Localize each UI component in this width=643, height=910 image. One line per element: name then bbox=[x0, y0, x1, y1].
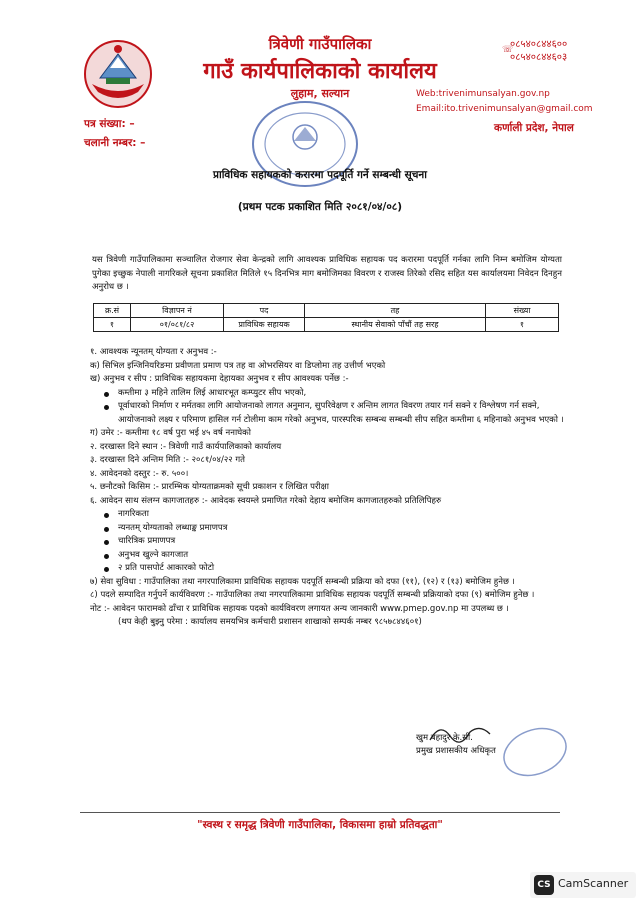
table-row bbox=[94, 318, 559, 332]
phone-number: ०८५४०८४४६०० bbox=[510, 39, 568, 50]
phone-icon: ☏ bbox=[502, 45, 514, 55]
list-item: ७) सेवा सुविधा : गाउँपालिका तथा नगरपालिकामा प्राविधिक सहायक पदपूर्ति सम्बन्धी प्रक्रिया को दफा (११), (१२) र (१३) बमोजिम हुनेछ । bbox=[90, 576, 515, 587]
list-item: क) सिभिल इन्जिनियरिङमा प्रवीणता प्रमाण पत्र तह वा ओभरसियर वा डिप्लोमा तह उत्तीर्ण भएको bbox=[90, 360, 386, 371]
list-item: चारित्रिक प्रमाणपत्र bbox=[90, 535, 566, 549]
list-item: कम्तीमा ३ महिने तालिम लिई आधारभूत कम्प्युटर सीप भएको, bbox=[90, 387, 566, 401]
table-header-row bbox=[94, 304, 559, 318]
list-item: ४. आवेदनको दस्तुर :- रु. ५००। bbox=[90, 468, 189, 479]
table-cell: ०१/०८१/८२ bbox=[131, 318, 224, 332]
contact-web bbox=[416, 87, 593, 117]
signatory bbox=[416, 732, 496, 758]
phone-number: ०८५४०८४४६०३ bbox=[510, 52, 568, 63]
table-cell: १ bbox=[94, 318, 131, 332]
table-cell: १ bbox=[486, 318, 559, 332]
list-item: ख) अनुभव र सीप : प्राविधिक सहायकमा देहायका अनुभव र सीप आवश्यक पर्नेछ :- bbox=[90, 374, 349, 384]
list-item: पूर्वाधारको निर्माण र मर्मतका लागि आयोजनाको लागत अनुमान, सुपरिवेक्षण र अन्तिम लागत विवरण तयार गर्न सक्ने र विश्लेषण गर्न सक्ने, आयोजनाको लक्ष्य र परिमाण हासिल गर्न टोलीमा काम गरेको अनुभव, पारस्परिक सम्बन्ध सम्बन्धी सीप सहित कम्तीमा ६ महिनाको अनुभव भएको । bbox=[90, 400, 566, 427]
table-header: तह bbox=[305, 304, 486, 318]
notice-subtitle: (प्रथम पटक प्रकाशित मिति २०८१/०४/०८) bbox=[237, 201, 403, 213]
list-item: १. आवश्यक न्यूनतम् योग्यता र अनुभव :- bbox=[90, 347, 217, 357]
province-label: कर्णाली प्रदेश, नेपाल bbox=[494, 122, 574, 134]
vacancy-table bbox=[93, 303, 559, 332]
signatory-designation: प्रमुख प्रशासकीय अधिकृत bbox=[416, 746, 496, 756]
footer-slogan: "स्वस्थ र समृद्ध त्रिवेणी गाउँपालिका, विकासमा हाम्रो प्रतिवद्धता" bbox=[197, 819, 443, 831]
list-item: ८) पदले सम्पादित गर्नुपर्ने कार्यविवरण :- गाउँपालिका तथा नगरपालिकामा प्राविधिक सहायक पदपूर्ति सम्बन्धी प्रक्रियाको दफा (९) बमोजिम हुनेछ । bbox=[90, 590, 535, 600]
list-item: २. दरखास्त दिने स्थान :- त्रिवेणी गाउँ कार्यपालिकाको कार्यालय bbox=[90, 441, 282, 452]
list-item: २ प्रति पासपोर्ट आकारको फोटो bbox=[90, 562, 566, 576]
reference-number: पत्र संख्या: – bbox=[84, 118, 135, 130]
phone-numbers bbox=[510, 38, 567, 64]
website: Web:trivenimunsalyan.gov.np bbox=[416, 89, 550, 99]
table-header: संख्या bbox=[486, 304, 559, 318]
camscanner-label: CamScanner bbox=[558, 877, 629, 890]
camscanner-watermark bbox=[530, 872, 636, 898]
list-item: ३. दरखास्त दिने अन्तिम मिति :- २०८१/०४/२२ गते bbox=[90, 455, 245, 465]
table-cell: प्राविधिक सहायक bbox=[224, 318, 305, 332]
table-header: विज्ञापन नं bbox=[131, 304, 224, 318]
footer-divider bbox=[80, 812, 560, 813]
notice-intro: यस त्रिवेणी गाउँपालिकामा सञ्चालित रोजगार सेवा केन्द्रको लागि आवश्यक प्राविधिक सहायक पद करारमा पदपूर्ति गर्नका लागि निम्न बमोजिम योग्यता पुगेका इच्छुक नेपाली नागरिकले सूचना प्रकाशित मितिले १५ दिनभित्र माग बमोजिमका विवरण र राजस्व तिरेको रसिद सहित यस कार्यालयमा निवेदन दिनहुन अनुरोध छ । bbox=[92, 255, 562, 292]
signatory-name: खुम बहादुर के.सी. bbox=[416, 733, 473, 743]
list-item: नोट :- आवेदन फारामको ढाँचा र प्राविधिक सहायक पदको कार्यविवरण लगायत अन्य जानकारी www.pmep.gov.np मा उपलब्ध छ । bbox=[90, 603, 509, 614]
government-emblem-icon bbox=[82, 38, 154, 110]
list-item: ६. आवेदन साथ संलग्न कागजातहरु :- आवेदक स्वयम्ले प्रमाणित गरेको देहाय बमोजिम कागजातहरुको प्रतिलिपिहरु bbox=[90, 495, 442, 506]
table-cell: स्थानीय सेवाको पाँचौं तह सरह bbox=[305, 318, 486, 332]
requirements-list bbox=[90, 346, 566, 630]
list-item: ५. छनौटको किसिम :- प्रारम्भिक योग्यताक्रमको सूची प्रकाशन र लिखित परीक्षा bbox=[90, 482, 329, 492]
camscanner-logo-icon: CS bbox=[534, 875, 554, 895]
list-item: न्यनतम् योग्यताको लब्धाङ्क प्रमाणपत्र bbox=[90, 522, 566, 536]
list-item: ग) उमेर :- कम्तीमा १८ वर्ष पुरा भई ४५ वर्ष ननाघेको bbox=[90, 428, 251, 438]
list-item: (थप केही बुझ्नु परेमा : कार्यालय समयभित्र कर्मचारी प्रशासन शाखाको सम्पर्क नम्बर ९८५७८४४६०१) bbox=[118, 617, 422, 627]
notice-title: प्राविधिक सहायकको करारमा पदपूर्ति गर्ने सम्बन्धी सूचना bbox=[213, 169, 427, 181]
municipality-name: त्रिवेणी गाउँपालिका bbox=[268, 35, 372, 53]
table-header: क्र.सं bbox=[94, 304, 131, 318]
office-name: गाउँ कार्यपालिकाको कार्यालय bbox=[203, 59, 437, 84]
list-item: अनुभव खुल्ने कागजात bbox=[90, 549, 566, 563]
list-item: नागरिकता bbox=[90, 508, 566, 522]
dispatch-number: चलानी नम्बर: – bbox=[84, 137, 146, 149]
table-header: पद bbox=[224, 304, 305, 318]
email: Email:ito.trivenimunsalyan@gmail.com bbox=[416, 104, 593, 114]
office-address: लुहाम, सल्यान bbox=[290, 87, 350, 100]
